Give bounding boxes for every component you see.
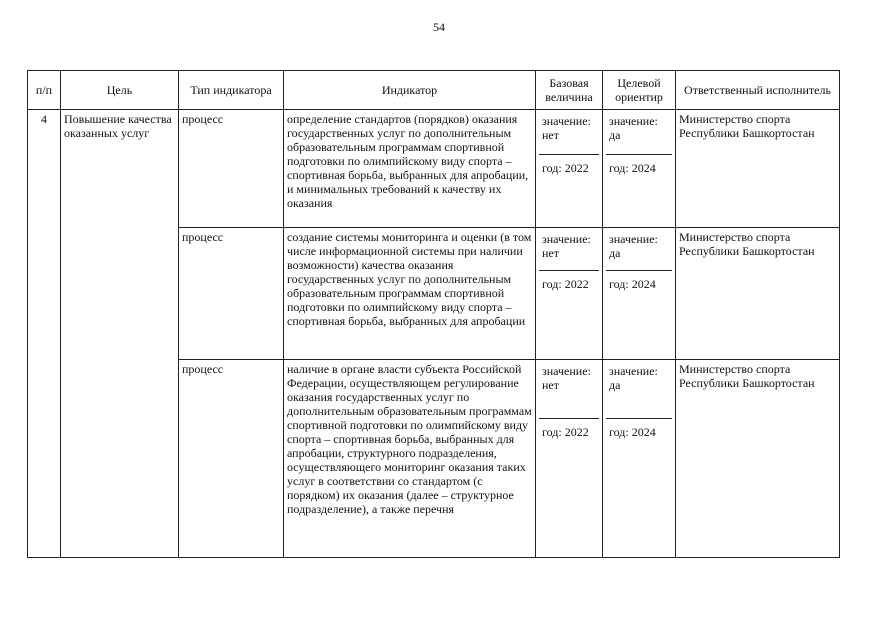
target-year: год: 2024 xyxy=(609,277,656,291)
target-cell xyxy=(603,228,676,360)
responsible-cell: Министерство спорта Республики Башкортостан xyxy=(676,228,840,360)
target-cell xyxy=(603,110,676,228)
header-num: п/п xyxy=(28,71,61,110)
target-value: значение: да xyxy=(606,230,672,271)
responsible-cell: Министерство спорта Республики Башкортостан xyxy=(676,360,840,558)
table-row xyxy=(28,110,840,228)
header-goal: Цель xyxy=(61,71,179,110)
indicator-type-cell: процесс xyxy=(179,228,284,360)
base-value: значение: нет xyxy=(539,112,599,155)
target-year: год: 2024 xyxy=(609,425,656,439)
base-value: значение: нет xyxy=(539,230,599,271)
base-year: год: 2022 xyxy=(542,161,589,175)
responsible-cell: Министерство спорта Республики Башкортостан xyxy=(676,110,840,228)
target-value: значение: да xyxy=(606,112,672,155)
page-number: 54 xyxy=(433,20,445,34)
base-value: значение: нет xyxy=(539,362,599,419)
indicator-type-cell: процесс xyxy=(179,110,284,228)
indicator-cell: определение стандартов (порядков) оказания государственных услуг по дополнительным образовательным программам спортивной подготовки по олимпийскому виду спорта – спортивная борьба, выбранных для апробации, и минимальных требований к качеству их оказания xyxy=(284,110,536,228)
indicator-cell: наличие в органе власти субъекта Российской Федерации, осуществляющем регулирование оказания государственных услуг по дополнительным образовательным программам спортивной подготовки по олимпийскому виду спорта – спортивная борьба, выбранных для апробации, структурного подразделения, осуществляющего мониторинг оказания таких услуг в соответствии со стандартом (с порядком) их оказания (далее – структурное подразделение), а также перечня xyxy=(284,360,536,558)
target-year: год: 2024 xyxy=(609,161,656,175)
target-value: значение: да xyxy=(606,362,672,419)
header-responsible: Ответственный исполнитель xyxy=(676,71,840,110)
table-header-row xyxy=(28,71,840,110)
header-indicator-type: Тип индикатора xyxy=(179,71,284,110)
goal-cell: Повышение качества оказанных услуг xyxy=(61,110,179,558)
base-cell xyxy=(536,360,603,558)
indicator-cell: создание системы мониторинга и оценки (в том числе информационной системы при наличии возможности) качества оказания государственных услуг по дополнительным образовательным программам спортивной подготовки по олимпийскому виду спорта – спортивная борьба, выбранных для апробации xyxy=(284,228,536,360)
base-cell xyxy=(536,110,603,228)
indicators-table xyxy=(27,70,840,558)
indicator-type-cell: процесс xyxy=(179,360,284,558)
base-cell xyxy=(536,228,603,360)
target-cell xyxy=(603,360,676,558)
base-year: год: 2022 xyxy=(542,425,589,439)
header-indicator: Индикатор xyxy=(284,71,536,110)
header-target: Целевой ориентир xyxy=(603,71,676,110)
base-year: год: 2022 xyxy=(542,277,589,291)
row-number: 4 xyxy=(28,110,61,558)
header-base: Базовая величина xyxy=(536,71,603,110)
